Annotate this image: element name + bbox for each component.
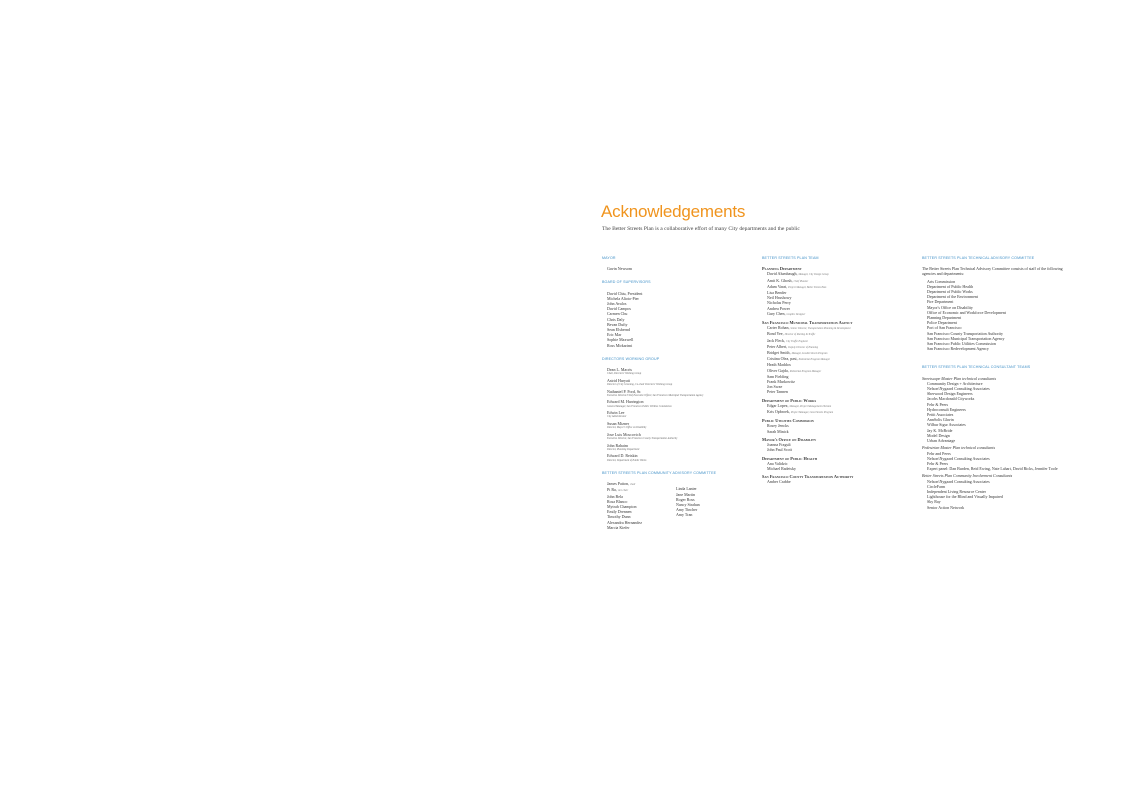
team-member-name: Cristina Olea, past	[767, 356, 797, 362]
consultant-group-label: Streetscape Master Plan technical consultants	[922, 375, 997, 381]
consultants-list	[922, 376, 1072, 510]
consultant-item: Urban Advantage	[927, 438, 956, 444]
mayor-heading: MAYOR	[602, 256, 616, 260]
mayor-name: Gavin Newsom	[607, 266, 632, 272]
team-member-name: Sarah Minick	[767, 428, 789, 434]
director-role: Director, Mayor's Office on Disability	[607, 426, 647, 430]
supervisor-name: David Campos	[607, 306, 631, 312]
cac-right-column	[676, 481, 745, 530]
team-member-name: Heath Maddox	[767, 362, 791, 368]
team-member-name: Nicholas Perry	[767, 300, 791, 306]
cac-member	[607, 525, 676, 530]
tac-member: Department of Public Health	[927, 283, 974, 289]
consultant-item: AnnSolis Glavin	[927, 417, 954, 423]
cac-member-name: Pi Ra	[607, 487, 616, 493]
director-entry	[607, 399, 752, 408]
consultant-item: Sky Ray	[927, 499, 941, 505]
tac-member: Office of Economic and Workforce Development	[927, 309, 1006, 315]
consultant-group-label: Pedestrian Master Plan technical consultants	[922, 445, 996, 451]
consultant-item: Jay K. McBride	[927, 427, 953, 433]
consultant-item: Expert panel: Dan Burden, Reid Ewing, Nate Lahart, David Ricks, Jennifer Toole	[927, 466, 1058, 472]
team-member-name: Bond Yee	[767, 331, 783, 337]
director-entry	[607, 421, 752, 430]
team-member-name: Lisa Bender	[767, 290, 787, 296]
director-entry	[607, 432, 752, 441]
team-member: Peter Albert, Deputy Director of Planning	[767, 343, 819, 349]
director-name: John Rahaim	[607, 442, 628, 448]
team-member-name: Bridget Smith	[767, 350, 790, 356]
cac-member-name: Alexandra Hernandez	[607, 519, 642, 525]
tac-member: Mayor's Office on Disability	[927, 304, 973, 310]
director-role: General Manager, San Francisco Public Utilities Commission	[607, 404, 672, 408]
consultant-item: Nelson\Nygaard Consulting Associates	[927, 455, 990, 461]
team-member	[762, 429, 914, 434]
team-member-role: Pedestrian Program Manager	[789, 369, 822, 373]
consultant-item: CircleFarm	[927, 483, 946, 489]
director-name: Edward M. Harrington	[607, 399, 644, 405]
tac-member: San Francisco Redevelopment Agency	[927, 346, 989, 352]
supervisor-name: John Avalos	[607, 301, 627, 307]
team-member-role: City Traffic Engineer	[786, 339, 809, 343]
cac-section	[602, 471, 752, 530]
team-member: Adam Varat, Project Manager, Better Streets Plan	[767, 283, 827, 289]
team-member-name: Ana Validzic	[767, 460, 788, 466]
team-member-name: Rosey Jencks	[767, 423, 789, 429]
team-member-name: Michael Radetsky	[767, 465, 796, 471]
director-entry	[607, 443, 752, 452]
team-member-name: Amber Crabbe	[767, 479, 791, 485]
team-member: Gary Chen, Graphic Designer	[767, 310, 806, 316]
directors-heading: DIRECTORS WORKING GROUP	[602, 356, 660, 361]
supervisors-heading: BOARD OF SUPERVISORS	[602, 280, 651, 285]
team-member-name: Neil Hrushowy	[767, 295, 792, 301]
mayor-section	[602, 256, 752, 271]
director-role: Chair, Directors' Working Group	[607, 372, 642, 376]
directors-list	[602, 367, 752, 462]
team-member-name: Peter Albert	[767, 343, 787, 349]
director-name: Susan Mizner	[607, 421, 630, 427]
team-member-role: Manager, Project Management Division	[789, 404, 832, 408]
supervisor-name: Chris Daly	[607, 316, 625, 322]
tac-member: San Francisco Municipal Transportation Agency	[927, 335, 1005, 341]
director-name: Jose Luis Moscovich	[607, 431, 641, 437]
cac-member-name: John Bela	[607, 493, 623, 499]
team-department: San Francisco Municipal Transportation Agency	[762, 320, 853, 326]
supervisor-name: Ross Mirkarimi	[607, 342, 633, 348]
team-list	[762, 266, 914, 484]
team-member-name: Kris Opbroek	[767, 409, 789, 415]
cac-member: Pi Ra, vice chair	[607, 487, 629, 493]
director-name: Astrid Haryati	[607, 377, 630, 383]
supervisor-name: Michela Alioto-Pier	[607, 295, 639, 301]
team-member: Cristina Olea, past, Pedestrian Program Manager	[767, 356, 830, 362]
consultant-item: Model Design	[927, 432, 950, 438]
cac-member-role: chair	[630, 483, 636, 487]
team-member: Jack Fleck, City Traffic Engineer	[767, 337, 809, 343]
team-member	[762, 479, 914, 484]
supervisors-section	[602, 280, 752, 347]
consultant-item: Pettit Associates	[927, 412, 954, 418]
team-member-role: Deputy Director of Planning	[788, 345, 819, 349]
team-member-name: Andrea Power	[767, 305, 790, 311]
cac-member-name: Jane Martin	[676, 491, 695, 497]
director-name: Edward D. Reiskin	[607, 453, 638, 459]
consultant-item: Nelson\Nygaard Consulting Associates	[927, 386, 990, 392]
consultant-item: Fehr and Peers	[927, 450, 951, 456]
director-name: Nathaniel P. Ford, Sr.	[607, 388, 642, 394]
consultant-item: Wilbur Sigur Associates	[927, 422, 966, 428]
team-member-name: Sam Fielding	[767, 373, 789, 379]
cac-member-name: Mytrah Champion	[607, 504, 637, 510]
team-member-name: Joanna Fraguli	[767, 442, 791, 448]
consultants-heading: BETTER STREETS PLAN TECHNICAL CONSULTANT TEAMS	[922, 365, 1031, 370]
consultant-item: Senior Action Network	[927, 504, 965, 510]
cac-member-name: Rosa Blanco	[607, 498, 628, 504]
tac-member: Department of the Environment	[927, 294, 978, 300]
cac-member: James Patton, chair	[607, 481, 636, 487]
team-department: Mayor's Office on Disability	[762, 436, 817, 442]
tac-member: San Francisco Public Utilities Commission	[927, 341, 996, 347]
team-member-role: Pedestrian Program Manager	[798, 358, 830, 362]
team-member-role: Director of Parking & Traffic	[784, 333, 816, 337]
director-name: Dean L. Macris	[607, 367, 632, 373]
team-member-name: Amit K. Ghosh	[767, 277, 792, 283]
team-member-name: John Paul Scott	[767, 447, 792, 453]
supervisors-list	[602, 291, 752, 348]
supervisor-name: Carmen Chu	[607, 311, 628, 317]
team-member-role: Graphic Designer	[786, 312, 806, 316]
tac-list	[922, 279, 1072, 352]
team-department: Department of Public Health	[762, 455, 818, 461]
cac-member-name: Amy Tran	[676, 512, 693, 518]
consultant-item: Nelson\Nygaard Consulting Associates	[927, 478, 990, 484]
team-member-name: Gary Chen	[767, 310, 785, 316]
team-member-name: Carter Rohan	[767, 325, 789, 331]
column-right	[922, 256, 1072, 519]
team-member-name: Adam Varat	[767, 283, 787, 289]
tac-member: Port of San Francisco	[927, 325, 962, 331]
director-role: Director, Planning Department	[607, 447, 640, 451]
tac-heading: BETTER STREETS PLAN TECHNICAL ADVISORY COMMITTEE	[922, 256, 1035, 260]
team-member	[762, 466, 914, 471]
team-department: Public Utilities Commission	[762, 418, 814, 424]
director-name: Edwin Lee	[607, 410, 625, 416]
tac-member: Planning Department	[927, 315, 962, 321]
cac-member-name: Linda Lanier	[676, 486, 697, 492]
director-entry	[607, 367, 752, 376]
supervisor-name: Eric Mar	[607, 332, 622, 338]
consultant-item: Sherwood Design Engineers	[927, 391, 973, 397]
tac-member: Police Department	[927, 320, 957, 326]
team-member-name: Frank Markowitz	[767, 379, 795, 385]
director-entry	[607, 378, 752, 387]
cac-member-name: Nancy Strahan	[676, 502, 700, 508]
team-member-name: Edgar Lopez	[767, 402, 788, 408]
cac-list	[602, 481, 752, 530]
consultants-section	[922, 365, 1072, 509]
director-role: Executive Director/Chief Executive Officer, San Francisco Municipal Transportation Agency	[607, 393, 704, 397]
cac-left-column	[607, 481, 676, 530]
director-role: Executive Director, San Francisco County Transportation Authority	[607, 437, 678, 441]
directors-section	[602, 357, 752, 462]
team-member-role: Manager, City Design Group	[798, 273, 829, 277]
consultant-item: Independent Living Resource Center	[927, 488, 986, 494]
cac-member-role: vice chair	[617, 489, 629, 493]
page-title: Acknowledgements	[601, 202, 746, 221]
team-member: Carter Rohan, Senior Director, Transportation Planning & Development	[767, 325, 851, 331]
supervisor-name: David Chiu, President	[607, 290, 643, 296]
team-member: Bond Yee, Director of Parking & Traffic	[767, 331, 816, 337]
column-left	[602, 256, 752, 539]
tac-member: Department of Public Works	[927, 289, 973, 295]
team-member-name: David Alumbaugh	[767, 271, 797, 277]
team-department: Department of Public Works	[762, 397, 817, 403]
consultant-item: Hydroconsult Engineers	[927, 406, 966, 412]
team-member-role: Project Manager, Better Streets Plan	[788, 285, 827, 289]
tac-member: San Francisco County Transportation Authority	[927, 330, 1003, 336]
cac-member-name: Marcia Kiefer	[607, 524, 630, 530]
director-role: City Administrator	[607, 415, 627, 419]
team-member	[762, 389, 914, 394]
team-department: San Francisco County Transportation Authority	[762, 474, 854, 480]
director-entry	[607, 453, 752, 462]
team-member: David Alumbaugh, Manager, City Design Group	[767, 271, 829, 277]
team-member	[762, 447, 914, 452]
cac-member-name: Emily Drennen	[607, 509, 632, 515]
cac-heading: BETTER STREETS PLAN COMMUNITY ADVISORY COMMITTEE	[602, 471, 717, 476]
team-member-role: Manager, Livable Streets Program	[791, 352, 828, 356]
tac-member: Arts Commission	[927, 278, 956, 284]
supervisor-name: Bevan Dufty	[607, 321, 628, 327]
team-member-name: Oliver Gajda	[767, 367, 788, 373]
tac-section	[922, 256, 1072, 351]
consultant-group-label: Better Streets Plan Community Involvement Consultants	[922, 473, 1013, 479]
team-member: Amit K. Ghosh, Chief Planner	[767, 277, 809, 283]
director-role: Director, Department of Public Works	[607, 458, 647, 462]
team-member-role: Project Manager, Great Streets Program	[790, 411, 834, 415]
consultant-item: Jacobs Macdonald Cityworks	[927, 396, 975, 402]
team-member-name: Jon Swae	[767, 384, 783, 390]
consultant-item: Fehr & Peers	[927, 401, 949, 407]
director-entry	[607, 389, 752, 398]
tac-intro: The Better Streets Plan Technical Advisory Committee consists of staff of the following agencies and departments:	[922, 266, 1063, 277]
director-entry	[607, 410, 752, 419]
team-member-role: Senior Director, Transportation Planning & Development	[790, 327, 851, 331]
team-member: Edgar Lopez, Manager, Project Management Division	[767, 402, 832, 408]
team-member-name: Jack Fleck	[767, 337, 784, 343]
tac-member: Fire Department	[927, 299, 954, 305]
team-member-role: Chief Planner	[793, 279, 809, 283]
cac-member-name: Amy Tincher	[676, 507, 698, 513]
consultant-item: Fehr & Peers	[927, 460, 949, 466]
team-member: Oliver Gajda, Pedestrian Program Manager	[767, 367, 822, 373]
column-middle	[762, 256, 914, 485]
supervisor-name: Sophie Maxwell	[607, 337, 634, 343]
cac-member-name: James Patton	[607, 481, 628, 487]
supervisor-name: Sean Elsbernd	[607, 327, 630, 333]
consultant-item: Community Design + Architecture	[927, 380, 983, 386]
page-subtitle: The Better Streets Plan is a collaborative effort of many City departments and the public	[602, 226, 800, 232]
team-department: Planning Department	[762, 266, 802, 272]
team-member: Kris Opbroek, Project Manager, Great Streets Program	[767, 409, 834, 415]
team-member-name: Peter Tannen	[767, 389, 788, 395]
team-member: Bridget Smith, Manager, Livable Streets Program	[767, 350, 828, 356]
cac-member-name: Roger Ross	[676, 496, 695, 502]
cac-member-name: Timothy Dunn	[607, 514, 631, 520]
team-heading: BETTER STREETS PLAN TEAM	[762, 256, 819, 260]
consultant-item: Lighthouse for the Blind and Visually Impaired	[927, 494, 1003, 500]
director-role: Director of City Greening, Co-chair Directors' Working Group	[607, 383, 673, 387]
